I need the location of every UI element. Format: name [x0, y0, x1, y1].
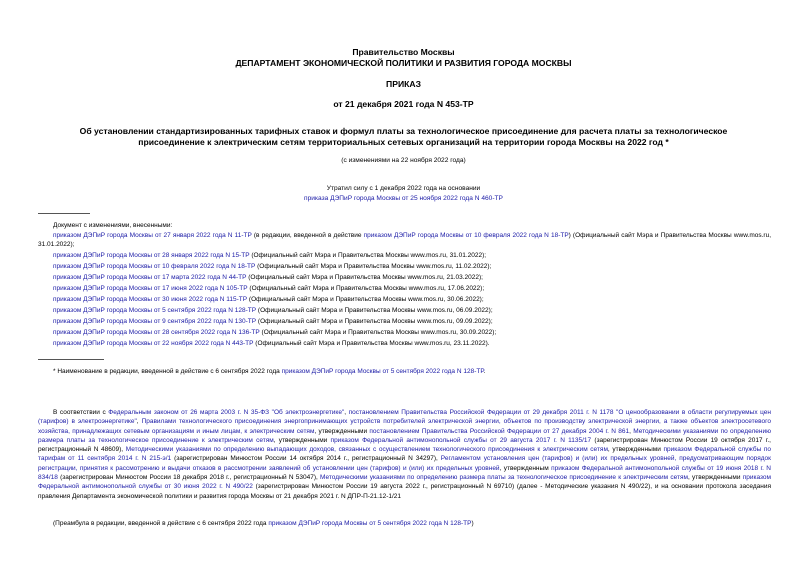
- document-title-line-2: присоединение к электрическим сетям территориальных сетевых организаций на территории города Москвы на 2022 год *: [138, 137, 669, 147]
- amendment-item: приказом ДЭПиР города Москвы от 30 июня 2022 года N 115-ТР (Официальный сайт Мэра и Правительства Москвы www.mos.ru, 30.06.2022);: [53, 296, 484, 303]
- amendment-link[interactable]: приказом ДЭПиР города Москвы от 17 июня 2022 года N 105-ТР: [53, 285, 248, 292]
- footnote-link[interactable]: приказом ДЭПиР города Москвы от 5 сентября 2022 года N 128-ТР: [281, 368, 484, 375]
- amendment-item: приказом ДЭПиР города Москвы от 17 июня 2022 года N 105-ТР (Официальный сайт Мэра и Правительства Москвы www.mos.ru, 17.06.2022);: [53, 285, 485, 292]
- law-link[interactable]: постановлением Правительства Российской Федерации от 29 декабря 2011 г. N 1178 "О ценообразовании в области регулируемых цен (тарифов) в электроэнергетике": [38, 409, 771, 426]
- amendments-heading: Документ с изменениями, внесенными:: [53, 222, 173, 229]
- amendment-link[interactable]: приказом ДЭПиР города Москвы от 30 июня 2022 года N 115-ТР: [53, 296, 248, 303]
- amendment-item: приказом ДЭПиР города Москвы от 10 февраля 2022 года N 18-ТР (Официальный сайт Мэра и Правительства Москвы www.mos.ru, 11.02.2022);: [53, 263, 492, 270]
- amendment-link[interactable]: приказом ДЭПиР города Москвы от 9 сентября 2022 года N 130-ТР: [53, 318, 257, 325]
- preamble-note: (Преамбула в редакции, введенной в действие с 6 сентября 2022 года приказом ДЭПиР города Москвы от 5 сентября 2022 года N 128-ТР): [53, 520, 474, 527]
- law-link[interactable]: Правилами технологического присоединения энергопринимающих устройств потребителей электрической энергии, объектов по производству электрической энергии, а также объектов электросетевого хозяйства, принадлежащих сетевым организациям и иным лицам, к электрическим сетям: [38, 418, 771, 435]
- government-name: Правительство Москвы: [352, 47, 455, 57]
- amendment-item: приказом ДЭПиР города Москвы от 17 марта 2022 года N 44-ТР (Официальный сайт Мэра и Правительства Москвы www.mos.ru, 21.03.2022);: [53, 274, 483, 281]
- status-note: Утратил силу с 1 декабря 2022 года на основании: [326, 185, 481, 192]
- preamble-paragraph: В соответствии с Федеральным законом от 26 марта 2003 г. N 35-ФЗ "Об электроэнергетике", постановлением Правительства Российской Федерации от 29 декабря 2011 г. N 1178 "О ценообразовании в области регулируемых цен (тарифов) в электроэнергетике", Правилами технологического присоединения энергопринимающих устройств потребителей электрической энергии, объектов по производству электрической энергии, а также объектов электросетевого хозяйства, принадлежащих сетевым организациям и иным лицам, к электрическим сетям, утвержденными постановлением Правительства Российской Федерации от 27 декабря 2004 г. N 861, Методическими указаниями по определению размера платы за технологическое присоединение к электрическим сетям, утвержденными приказом Федеральной антимонопольной службы от 29 августа 2017 г. N 1135/17 (зарегистрирован Минюстом России 19 октября 2017 г., регистрационный N 48609), Методическими указаниями по определению выпадающих доходов, связанных с осуществлением технологического присоединения к электрическим сетям, утвержденными приказом Федеральной службы по тарифам от 11 сентября 2014 г. N 215-э/1 (зарегистрирован Минюстом России 14 октября 2014 г., регистрационный N 34297), Регламентом установления цен (тарифов) и (или) их предельных уровней, предусматривающим порядок регистрации, принятия к рассмотрению и выдачи отказов в рассмотрении заявлений об установлении цен (тарифов) и (или) их предельных уровней, утвержденным приказом Федеральной антимонопольной службы от 19 июня 2018 г. N 834/18 (зарегистрирован Минюстом России 18 декабря 2018 г., регистрационный N 53047), Методическими указаниями по определению размера платы за технологическое присоединение к электрическим сетям, утвержденными приказом Федеральной антимонопольной службы от 30 июня 2022 г. N 490/22 (зарегистрирован Минюстом России 19 августа 2022 г., регистрационный N 69710) (далее - Методические указания N 490/22), и на основании протокола заседания правления Департамента экономической политики и развития города Москвы от 21 декабря 2021 г. N ДПР-П-21.12-1/21: [38, 409, 772, 500]
- amendment-link[interactable]: приказом ДЭПиР города Москвы от 10 февраля 2022 года N 18-ТР: [363, 232, 569, 239]
- document-type: ПРИКАЗ: [386, 79, 421, 89]
- amendment-link[interactable]: приказом ДЭПиР города Москвы от 22 ноября 2022 года N 443-ТР: [53, 340, 254, 347]
- preamble-order-link[interactable]: приказом ДЭПиР города Москвы от 5 сентября 2022 года N 128-ТР: [268, 520, 472, 527]
- amendment-item: приказом ДЭПиР города Москвы от 28 сентября 2022 года N 136-ТР (Официальный сайт Мэра и Правительства Москвы www.mos.ru, 30.09.2022);: [53, 329, 497, 336]
- document-title-line-1: Об установлении стандартизированных тарифных ставок и формул платы за технологическое присоединение для расчета платы за технологическое: [79, 126, 728, 136]
- amendment-item: приказом ДЭПиР города Москвы от 5 сентября 2022 года N 128-ТР (Официальный сайт Мэра и Правительства Москвы www.mos.ru, 06.09.2022);: [53, 307, 493, 314]
- law-link[interactable]: приказом Федеральной антимонопольной службы от 30 июня 2022 г. N 490/22: [38, 474, 771, 491]
- law-link[interactable]: Методическими указаниями по определению выпадающих доходов, связанных с осуществлением технологического присоединения к электрическим сетям: [125, 446, 608, 454]
- department-name: ДЕПАРТАМЕНТ ЭКОНОМИЧЕСКОЙ ПОЛИТИКИ И РАЗВИТИЯ ГОРОДА МОСКВЫ: [235, 58, 572, 68]
- separator-rule: [38, 213, 90, 214]
- law-link[interactable]: Регламентом установления цен (тарифов) и (или) их предельных уровней, предусматривающим порядок регистрации, принятия к рассмотрению и выдачи отказов в рассмотрении заявлений об установлении цен (тарифов) и (или) их предельных уровней: [38, 455, 772, 472]
- amendment-item: приказом ДЭПиР города Москвы от 9 сентября 2022 года N 130-ТР (Официальный сайт Мэра и Правительства Москвы www.mos.ru, 09.09.2022);: [53, 318, 493, 325]
- amendment-link[interactable]: приказом ДЭПиР города Москвы от 5 сентября 2022 года N 128-ТР: [53, 307, 257, 314]
- document-date-number: от 21 декабря 2021 года N 453-ТР: [333, 99, 474, 109]
- amendment-link[interactable]: приказом ДЭПиР города Москвы от 10 февраля 2022 года N 18-ТР: [53, 263, 256, 270]
- law-link[interactable]: приказом Федеральной антимонопольной службы от 19 июня 2018 г. N 834/18: [38, 464, 771, 482]
- status-link-line: [0, 194, 807, 203]
- law-link[interactable]: Методическими указаниями по определению размера платы за технологическое присоединение к электрическим сетям: [38, 427, 771, 444]
- amendment-link[interactable]: приказом ДЭПиР города Москвы от 17 марта 2022 года N 44-ТР: [53, 274, 247, 281]
- law-link[interactable]: Федеральным законом от 26 марта 2003 г. N 35-ФЗ "Об электроэнергетике": [108, 409, 345, 416]
- amendment-link[interactable]: приказом ДЭПиР города Москвы от 28 сентября 2022 года N 136-ТР: [53, 329, 260, 336]
- amendment-first: приказом ДЭПиР города Москвы от 27 января 2022 года N 11-ТР (в редакции, введенной в действие приказом ДЭПиР города Москвы от 10 февраля 2022 года N 18-ТР) (Официальный сайт Мэра и Правительства Москвы www.mos.ru, 31.01.2022);: [38, 232, 772, 249]
- law-link[interactable]: постановлением Правительства Российской Федерации от 27 декабря 2004 г. N 861: [369, 427, 630, 435]
- amendment-item: приказом ДЭПиР города Москвы от 22 ноября 2022 года N 443-ТР (Официальный сайт Мэра и Правительства Москвы www.mos.ru, 23.11.2022).: [53, 340, 490, 347]
- law-link[interactable]: приказом Федеральной службы по тарифам от 11 сентября 2014 г. N 215-э/1: [38, 446, 771, 463]
- law-link[interactable]: приказом Федеральной антимонопольной службы от 29 августа 2017 г. N 1135/17: [330, 436, 592, 444]
- changes-note: (с изменениями на 22 ноября 2022 года): [341, 157, 466, 164]
- amendment-item: приказом ДЭПиР города Москвы от 28 января 2022 года N 15-ТР (Официальный сайт Мэра и Правительства Москвы www.mos.ru, 31.01.2022);: [53, 252, 487, 259]
- law-link[interactable]: Методическими указаниями по определению размера платы за технологическое присоединение к электрическим сетям: [320, 474, 688, 482]
- amendment-link[interactable]: приказом ДЭПиР города Москвы от 28 января 2022 года N 15-ТР: [53, 252, 250, 259]
- repeal-order-link[interactable]: приказа ДЭПиР города Москвы от 25 ноября 2022 года N 460-ТР: [304, 195, 503, 202]
- footnote: * Наименование в редакции, введенной в действие с 6 сентября 2022 года приказом ДЭПиР города Москвы от 5 сентября 2022 года N 128-ТР.: [53, 368, 486, 375]
- amendment-link[interactable]: приказом ДЭПиР города Москвы от 27 января 2022 года N 11-ТР: [53, 232, 252, 239]
- footnote-rule: [38, 359, 104, 360]
